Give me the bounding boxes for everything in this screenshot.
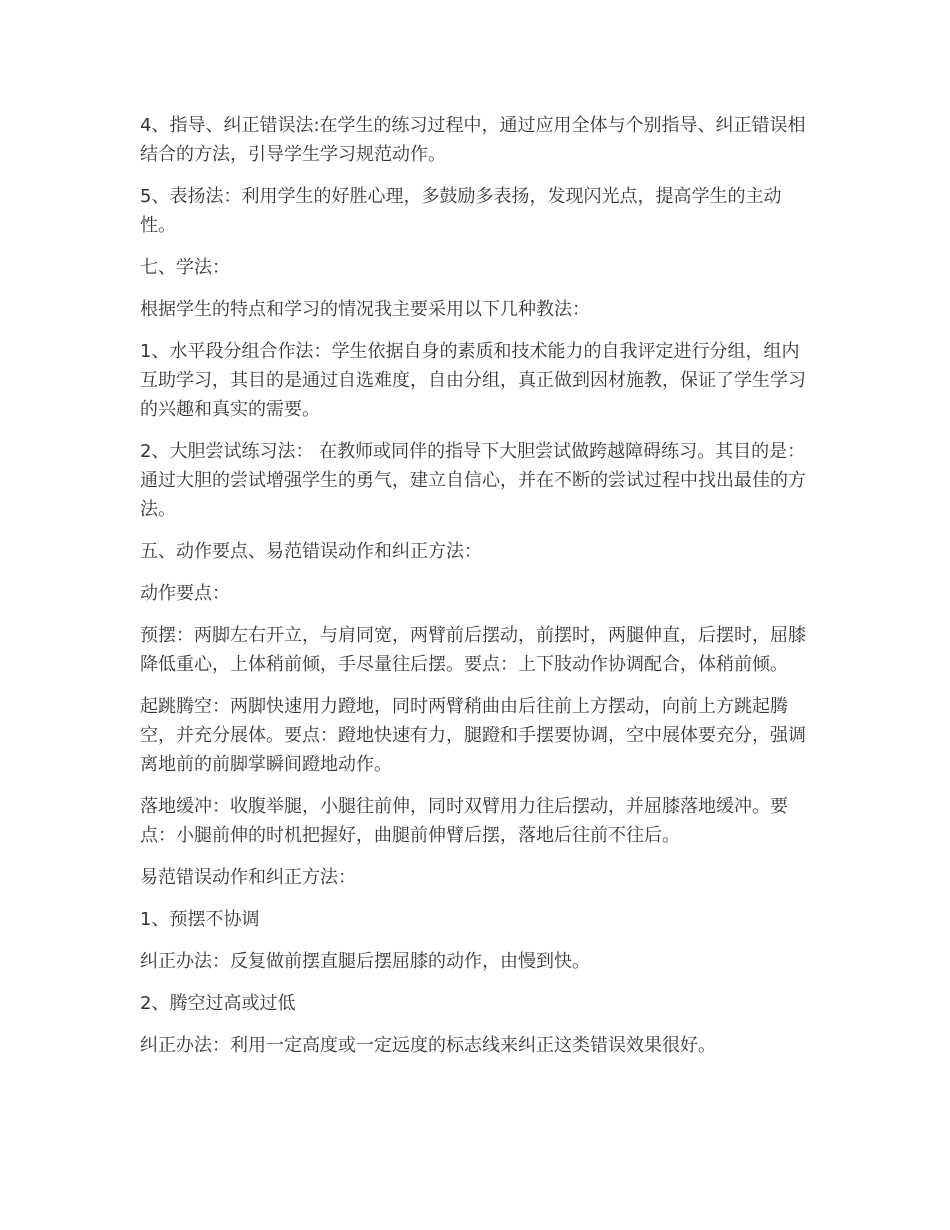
subheading-key-points: 动作要点： (140, 583, 230, 604)
paragraph-bold-attempt: 2、大胆尝试练习法： 在教师或同伴的指导下大胆尝试做跨越障碍练习。其目的是：通过大胆的尝试增强学生的勇气，建立自信心，并在不断的尝试过程中找出最佳的方法。 (140, 441, 806, 520)
correction-item-2: 纠正办法：利用一定高度或一定远度的标志线来纠正这类错误效果很好。 (140, 1035, 716, 1056)
subheading-common-errors: 易范错误动作和纠正方法： (140, 867, 356, 888)
error-item-2: 2、腾空过高或过低 (140, 993, 296, 1014)
section-heading-learning-methods: 七、学法： (140, 257, 230, 278)
paragraph-praise-method: 5、表扬法：利用学生的好胜心理，多鼓励多表扬，发现闪光点，提高学生的主动性。 (140, 186, 782, 236)
error-item-1: 1、预摆不协调 (140, 909, 260, 930)
paragraph-takeoff: 起跳腾空：两脚快速用力蹬地，同时两臂稍曲由后往前上方摆动，向前上方跳起腾空，并充分展体。要点：蹬地快速有力，腿蹬和手摆要协调，空中展体要充分，强调离地前的前脚掌瞬间蹬地动作。 (140, 696, 806, 775)
paragraph-pre-swing: 预摆：两脚左右开立，与肩同宽，两臂前后摆动，前摆时，两腿伸直，后摆时，屈膝降低重心，上体稍前倾，手尽量往后摆。要点：上下肢动作协调配合，体稍前倾。 (140, 625, 806, 675)
paragraph-landing: 落地缓冲：收腹举腿，小腿往前伸，同时双臂用力往后摆动，并屈膝落地缓冲。要点：小腿前伸的时机把握好，曲腿前伸臂后摆，落地后往前不往后。 (140, 796, 788, 846)
correction-item-1: 纠正办法：反复做前摆直腿后摆屈膝的动作，由慢到快。 (140, 951, 590, 972)
paragraph-guidance-correction: 4、指导、纠正错误法:在学生的练习过程中，通过应用全体与个别指导、纠正错误相结合的方法，引导学生学习规范动作。 (140, 115, 806, 165)
paragraph-group-cooperation: 1、水平段分组合作法：学生依据自身的素质和技术能力的自我评定进行分组，组内互助学习，其目的是通过自选难度，自由分组，真正做到因材施教，保证了学生学习的兴趣和真实的需要。 (140, 341, 806, 420)
paragraph-learning-methods-intro: 根据学生的特点和学习的情况我主要采用以下几种教法： (140, 299, 590, 320)
section-heading-key-points-errors: 五、动作要点、易范错误动作和纠正方法： (140, 541, 482, 562)
